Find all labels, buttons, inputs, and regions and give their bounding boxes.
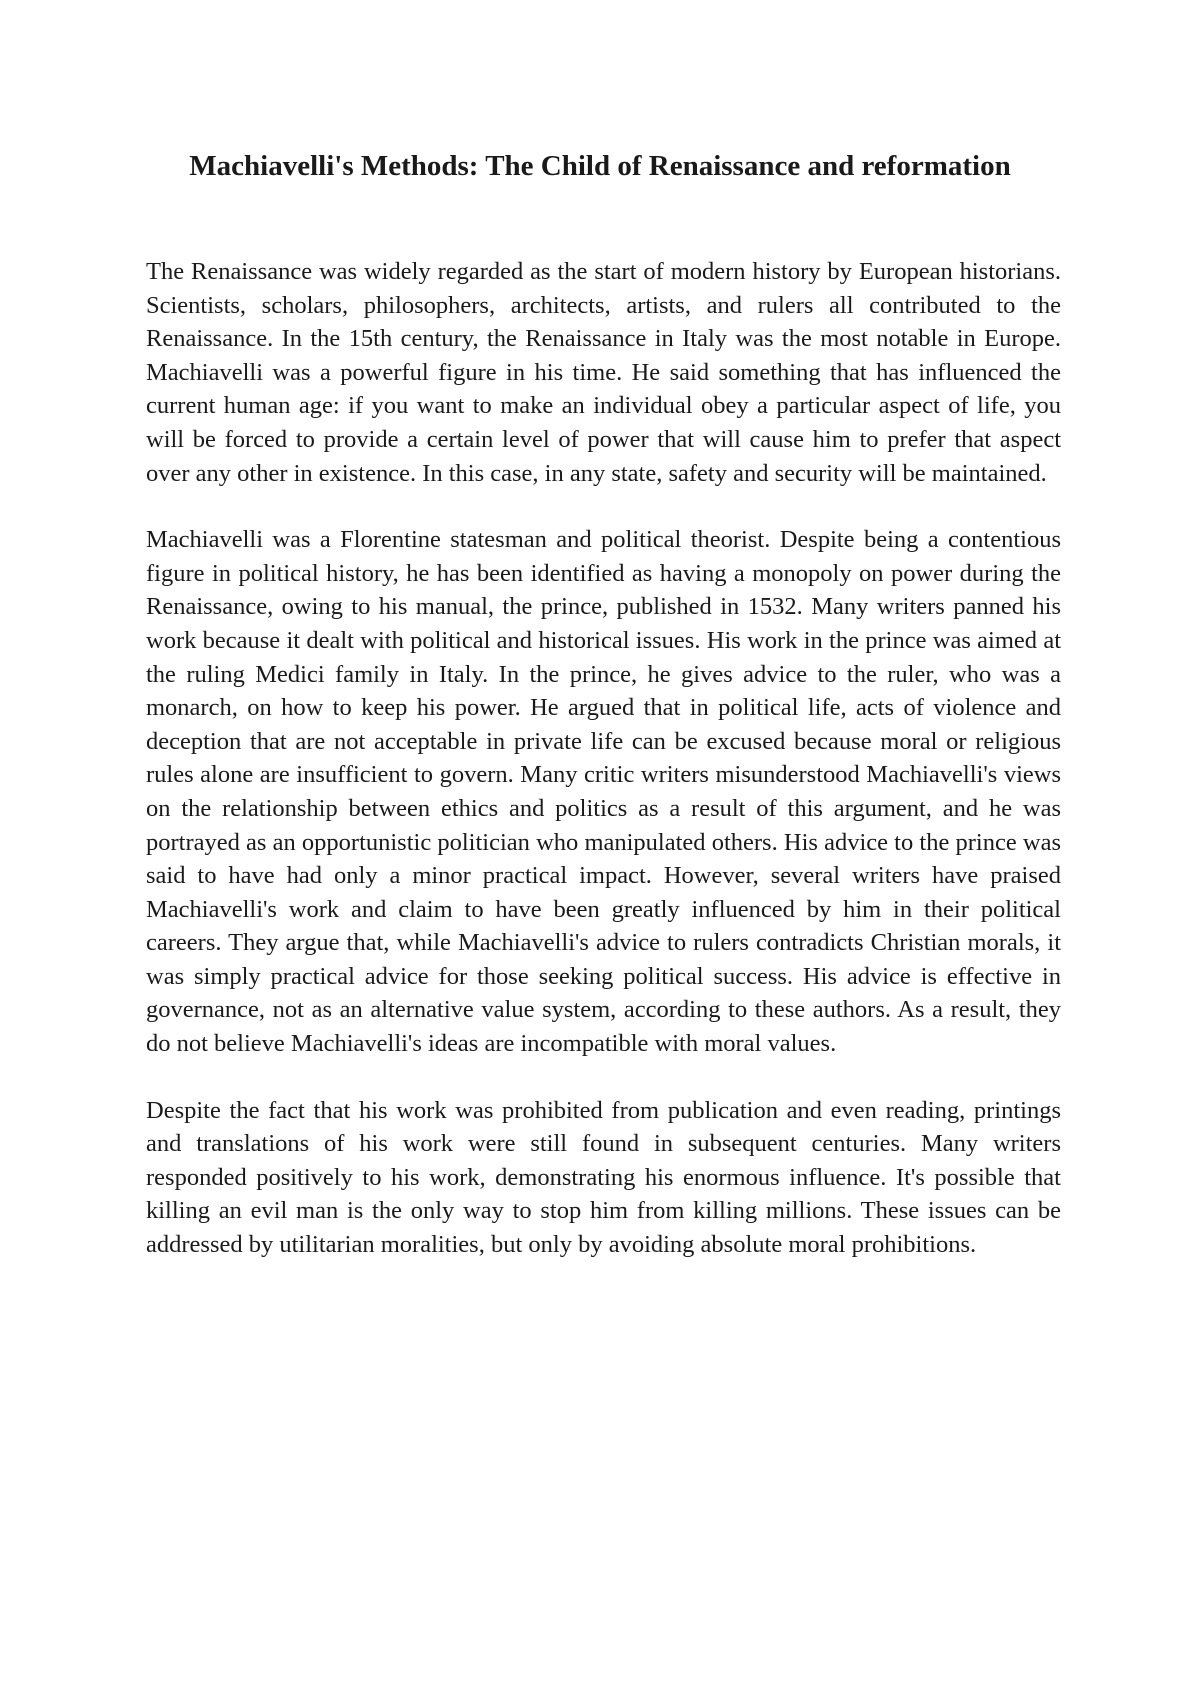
paragraph-1: The Renaissance was widely regarded as the start of modern history by European historians. Scientists, scholars, philosophers, architects, artists, and rulers all contributed to the Renaissance. In the 15th century, the Renaissance in Italy was the most notable in Europe. Machiavelli was a powerful figure in his time. He said something that has influenced the current human age: if you want to make an individual obey a particular aspect of life, you will be forced to provide a certain level of power that will cause him to prefer that aspect over any other in existence. In this case, in any state, safety and security will be maintained. xyxy=(146,258,1061,487)
paragraph-2: Machiavelli was a Florentine statesman and political theorist. Despite being a contentious figure in political history, he has been identified as having a monopoly on power during the Renaissance, owing to his manual, the prince, published in 1532. Many writers panned his work because it dealt with political and historical issues. His work in the prince was aimed at the ruling Medici family in Italy. In the prince, he gives advice to the ruler, who was a monarch, on how to keep his power. He argued that in political life, acts of violence and deception that are not acceptable in private life can be excused because moral or religious rules alone are insufficient to govern. Many critic writers misunderstood Machiavelli's views on the relationship between ethics and politics as a result of this argument, and he was portrayed as an opportunistic politician who manipulated others. His advice to the prince was said to have had only a minor practical impact. However, several writers have praised Machiavelli's work and claim to have been greatly influenced by him in their political careers. They argue that, while Machiavelli's advice to rulers contradicts Christian morals, it was simply practical advice for those seeking political success. His advice is effective in governance, not as an alternative value system, according to these authors. As a result, they do not believe Machiavelli's ideas are incompatible with moral values. xyxy=(146,526,1061,1058)
document-title: Machiavelli's Methods: The Child of Renaissance and reformation xyxy=(189,150,1011,182)
paragraph-3: Despite the fact that his work was prohibited from publication and even reading, printings and translations of his work were still found in subsequent centuries. Many writers responded positively to his work, demonstrating his enormous influence. It's possible that killing an evil man is the only way to stop him from killing millions. These issues can be addressed by utilitarian moralities, but only by avoiding absolute moral prohibitions. xyxy=(146,1096,1061,1259)
document-body xyxy=(146,255,1061,1295)
